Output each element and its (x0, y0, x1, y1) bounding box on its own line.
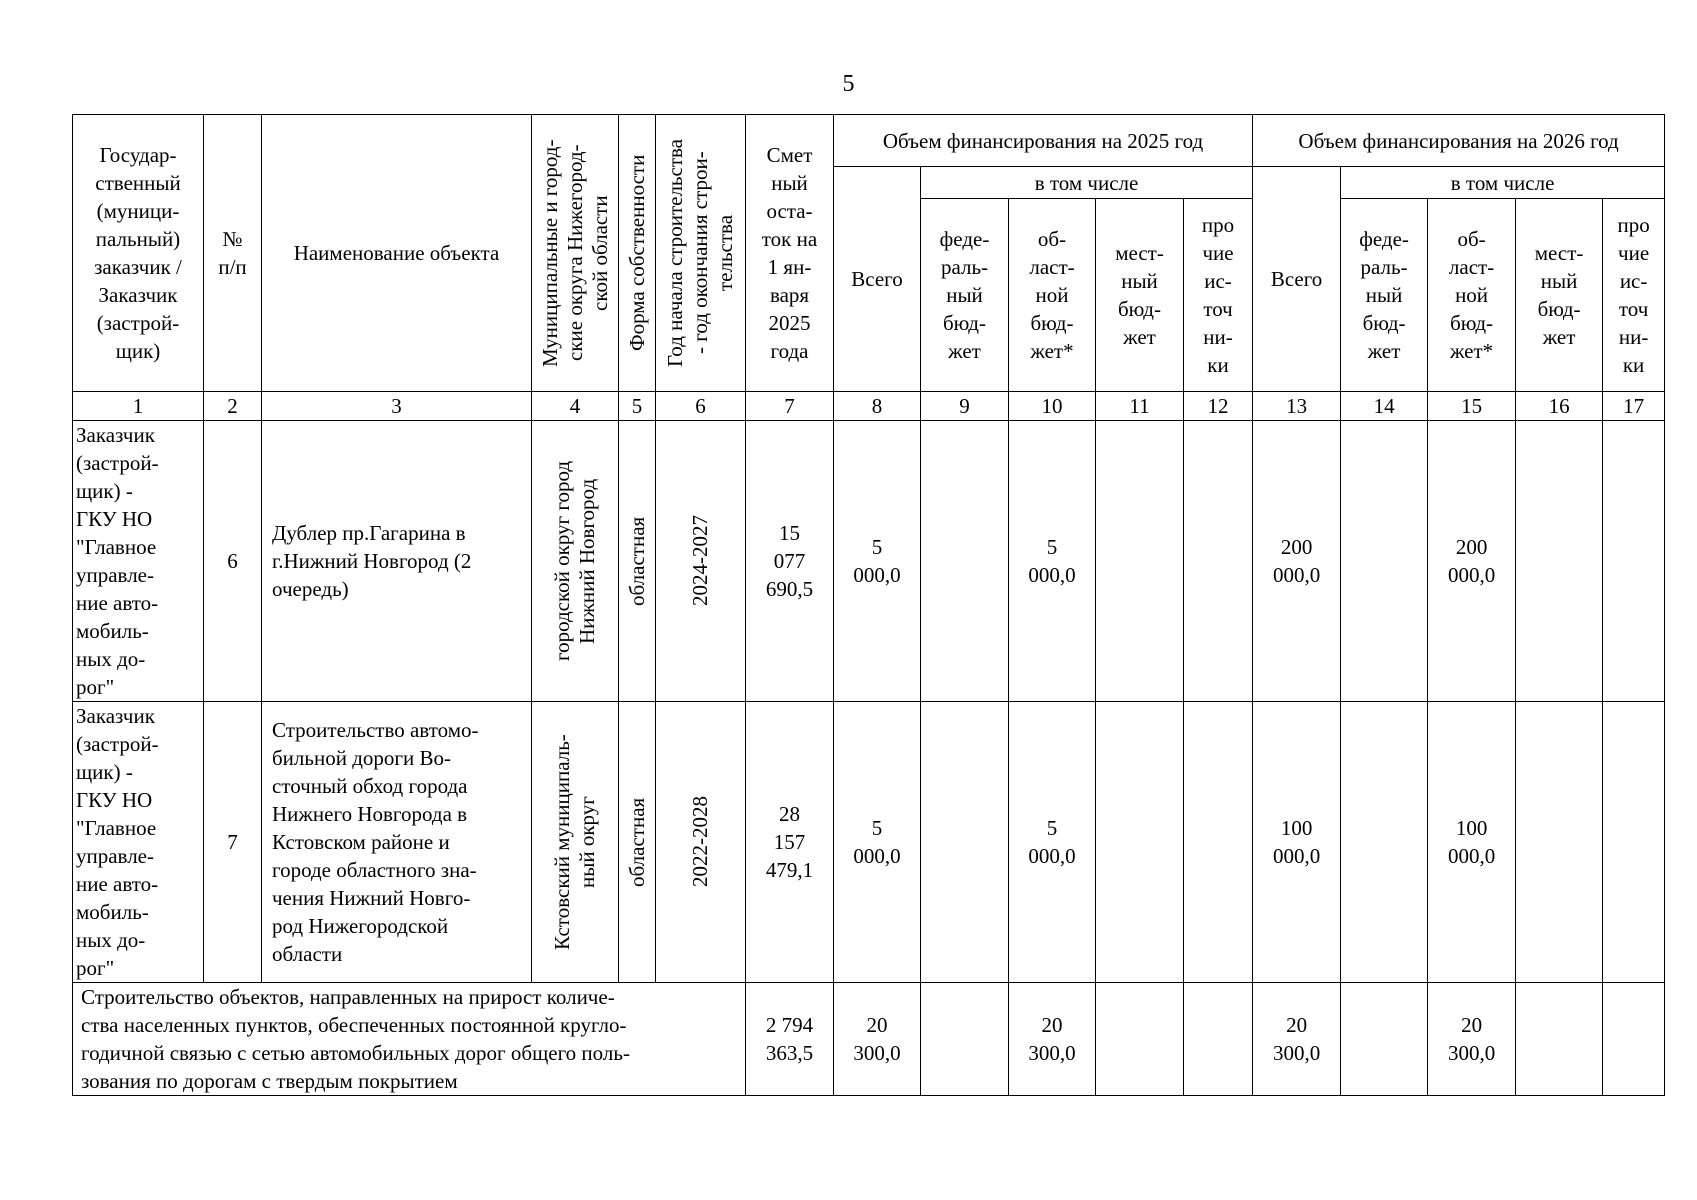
header-object-name: Наименование объекта (262, 115, 532, 392)
row-municipal (532, 421, 619, 702)
column-number: 4 (532, 392, 619, 421)
row-federal-2026 (1341, 421, 1428, 702)
row-num: 6 (204, 421, 262, 702)
header-num: № п/п (204, 115, 262, 392)
column-number: 7 (746, 392, 834, 421)
header-regional-2026: об- ласт- ной бюд- жет* (1428, 199, 1516, 392)
row-local-2025 (1096, 421, 1184, 702)
column-number: 5 (619, 392, 656, 421)
column-number: 11 (1096, 392, 1184, 421)
summary-title: Строительство объектов, направленных на прирост количе- ства населенных пунктов, обеспеченных постоянной кругло- годичной связью с сетью автомобильных дорог общего поль- зования по дорогам с твердым покрытием (73, 983, 746, 1096)
row-total-2026: 200 000,0 (1253, 421, 1341, 702)
row-remainder: 15 077 690,5 (746, 421, 834, 702)
row-municipal-text: Кстовский муниципаль- ный округ (550, 734, 599, 950)
row-regional-2025: 5 000,0 (1009, 702, 1096, 983)
row-local-2025 (1096, 702, 1184, 983)
summary-remainder: 2 794 363,5 (746, 983, 834, 1096)
column-number: 16 (1516, 392, 1603, 421)
row-years (656, 702, 746, 983)
column-number: 15 (1428, 392, 1516, 421)
column-number: 13 (1253, 392, 1341, 421)
header-local-2026: мест- ный бюд- жет (1516, 199, 1603, 392)
row-regional-2025: 5 000,0 (1009, 421, 1096, 702)
row-other-2025 (1184, 702, 1253, 983)
summary-local-2026 (1516, 983, 1603, 1096)
row-num: 7 (204, 702, 262, 983)
column-number: 17 (1603, 392, 1665, 421)
header-other-2025: про чие ис- точ ни- ки (1184, 199, 1253, 392)
header-years (656, 115, 746, 392)
row-other-2026 (1603, 421, 1665, 702)
row-remainder: 28 157 479,1 (746, 702, 834, 983)
summary-local-2025 (1096, 983, 1184, 1096)
row-total-2026: 100 000,0 (1253, 702, 1341, 983)
table-row (73, 421, 1665, 702)
summary-regional-2025: 20 300,0 (1009, 983, 1096, 1096)
header-row-1 (73, 115, 1665, 167)
column-number: 8 (834, 392, 921, 421)
row-local-2026 (1516, 421, 1603, 702)
row-customer: Заказчик (застрой- щик) - ГКУ НО "Главное управле- ние авто- мобиль- ных до- рог" (73, 702, 204, 983)
row-municipal (532, 702, 619, 983)
header-regional-2025: об- ласт- ной бюд- жет* (1009, 199, 1096, 392)
row-total-2025: 5 000,0 (834, 702, 921, 983)
header-fin-2026: Объем финансирования на 2026 год (1253, 115, 1665, 167)
row-customer: Заказчик (застрой- щик) - ГКУ НО "Главное управле- ние авто- мобиль- ных до- рог" (73, 421, 204, 702)
row-federal-2026 (1341, 702, 1428, 983)
row-object-name: Строительство автомо- бильной дороги Во- сточный обход города Нижнего Новгорода в Кстовском районе и городе областного зна- чения Нижний Новго- род Нижегородской области (262, 702, 532, 983)
summary-federal-2025 (921, 983, 1009, 1096)
column-number-row (73, 392, 1665, 421)
header-total-2026: Всего (1253, 167, 1341, 392)
row-years (656, 421, 746, 702)
table-row (73, 702, 1665, 983)
row-object-name: Дублер пр.Гагарина в г.Нижний Новгород (2 очередь) (262, 421, 532, 702)
page-number: 5 (842, 71, 855, 97)
summary-total-2025: 20 300,0 (834, 983, 921, 1096)
header-local-2025: мест- ный бюд- жет (1096, 199, 1184, 392)
column-number: 14 (1341, 392, 1428, 421)
summary-federal-2026 (1341, 983, 1428, 1096)
row-other-2026 (1603, 702, 1665, 983)
column-number: 2 (204, 392, 262, 421)
header-municipal-text: Муниципальные и город- ские округа Нижегород- ской области (537, 139, 612, 367)
summary-row (73, 983, 1665, 1096)
header-customer: Государ- ственный (муници- пальный) заказчик / Заказчик (застрой- щик) (73, 115, 204, 392)
header-ownership (619, 115, 656, 392)
column-number: 3 (262, 392, 532, 421)
column-number: 1 (73, 392, 204, 421)
row-ownership-text: областная (624, 797, 649, 887)
financing-table (72, 114, 1665, 1096)
summary-other-2026 (1603, 983, 1665, 1096)
row-federal-2025 (921, 421, 1009, 702)
header-federal-2026: феде- раль- ный бюд- жет (1341, 199, 1428, 392)
column-number: 12 (1184, 392, 1253, 421)
header-including-2026: в том числе (1341, 167, 1665, 199)
column-number: 6 (656, 392, 746, 421)
column-number: 9 (921, 392, 1009, 421)
header-fin-2025: Объем финансирования на 2025 год (834, 115, 1253, 167)
row-ownership (619, 421, 656, 702)
row-ownership-text: областная (624, 516, 649, 606)
header-including-2025: в том числе (921, 167, 1253, 199)
row-federal-2025 (921, 702, 1009, 983)
header-total-2025: Всего (834, 167, 921, 392)
column-number: 10 (1009, 392, 1096, 421)
row-years-text: 2024-2027 (688, 515, 712, 607)
header-other-2026: про чие ис- точ ни- ки (1603, 199, 1665, 392)
row-local-2026 (1516, 702, 1603, 983)
row-years-text: 2022-2028 (688, 796, 712, 888)
summary-other-2025 (1184, 983, 1253, 1096)
row-regional-2026: 200 000,0 (1428, 421, 1516, 702)
row-total-2025: 5 000,0 (834, 421, 921, 702)
header-federal-2025: феде- раль- ный бюд- жет (921, 199, 1009, 392)
row-regional-2026: 100 000,0 (1428, 702, 1516, 983)
row-ownership (619, 702, 656, 983)
header-ownership-text: Форма собственности (624, 154, 649, 352)
summary-total-2026: 20 300,0 (1253, 983, 1341, 1096)
summary-regional-2026: 20 300,0 (1428, 983, 1516, 1096)
row-municipal-text: городской округ город Нижний Новгород (550, 460, 599, 662)
header-remainder: Смет ный оста- ток на 1 ян- варя 2025 года (746, 115, 834, 392)
row-other-2025 (1184, 421, 1253, 702)
header-municipal (532, 115, 619, 392)
header-years-text: Год начала строительства - год окончания строи- тельства (663, 139, 737, 367)
